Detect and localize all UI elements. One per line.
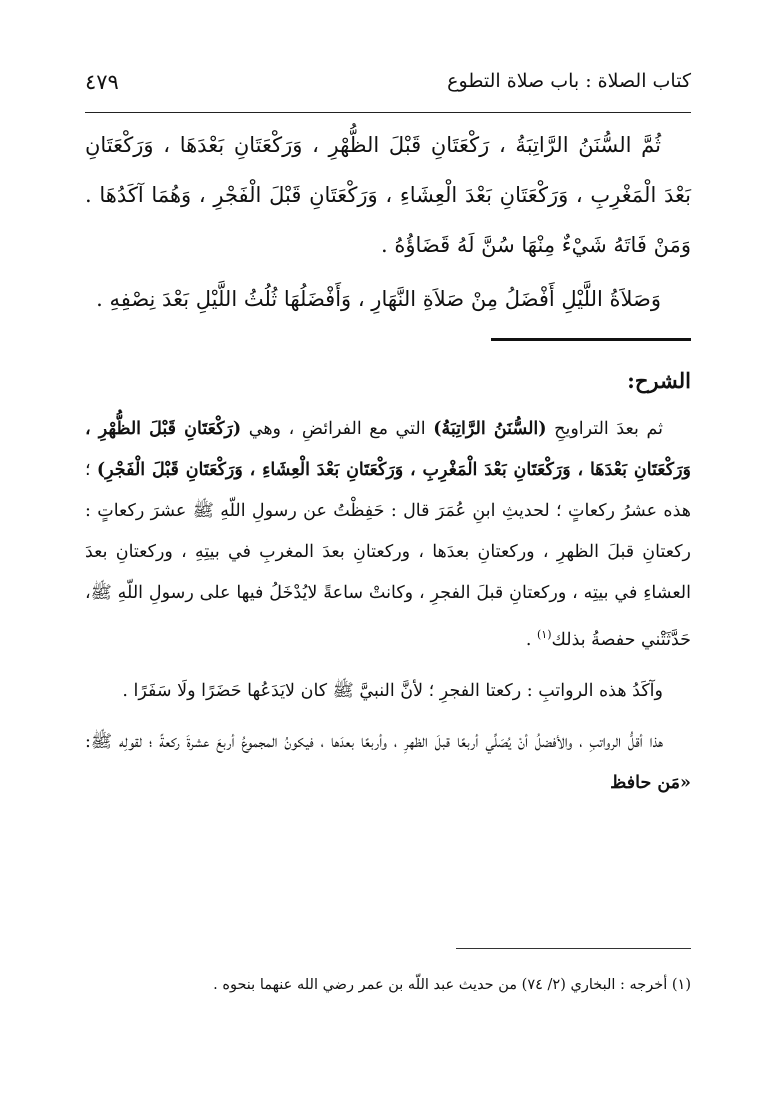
quoted-matn: (السُّنَنُ الرَّاتِبَةُ) [433,419,547,439]
sharh-paragraph [85,722,691,804]
sharh-text-run: التي مع الفرائضِ ، وهي [248,419,426,439]
section-divider [491,338,691,341]
footnote-separator [456,948,691,949]
quoted-hadith: «مَن حافظ [610,772,691,793]
sharh-paragraph [85,409,691,661]
sharh-text-run: هذا أقلُّ الرواتبِ ، والأفضلُ أنْ يُصَلِّي أربعًا قبلَ الظهرِ ، وأربعًا بعدَها ، فيكونُ المجموعُ أربعَ عشرةَ ركعةً ؛ لقولِه ﷺ: [85,731,663,752]
page-header [85,62,691,113]
page-number: ٤٧٩ [85,70,119,94]
sharh-text [85,409,691,804]
sharh-heading: الشرح: [627,368,691,393]
footnote-ref[interactable]: (١) [536,628,552,641]
sharh-paragraph: وآكَدُ هذه الرواتبِ : ركعتا الفجرِ ؛ لأنَّ النبيَّ ﷺ كان لايَدَعُها حَضَرًا ولَا سَفَرًا . [122,680,663,701]
matn-paragraph: وَصَلاَةُ اللَّيْلِ أَفْضَلُ مِنْ صَلاَةِ النَّهَارِ ، وَأَفْضَلُهَا ثُلُثُ اللَّيْلِ بَعْدَ نِصْفِهِ . [96,287,661,311]
sharh-text-run: . [525,629,532,650]
page-content [85,120,691,814]
sharh-text-run: ثم بعدَ التراويحِ [554,419,663,439]
matn-paragraph: ثُمَّ السُّنَنُ الرَّاتِبَةُ ، رَكْعَتَانِ قَبْلَ الظُّهْرِ ، وَرَكْعَتَانِ بَعْدَهَا ، وَرَكْعَتَانِ بَعْدَ الْمَغْرِبِ ، وَرَكْعَتَانِ بَعْدَ الْعِشَاءِ ، وَرَكْعَتَانِ قَبْلَ الْفَجْرِ ، وَهُمَا آكَدُهَا . وَمَنْ فَاتَهُ شَيْءٌ مِنْهَا سُنَّ لَهُ قَضَاؤُهُ . [85,133,691,257]
sharh-text-run: ؛ هذه عشرُ ركعاتٍ ؛ لحديثِ ابنِ عُمَرَ قال : حَفِظْتُ عن رسولِ اللّهِ ﷺ عشرَ ركعاتٍ : ركعتانِ قبلَ الظهرِ ، وركعتانِ بعدَها ، وركعتانِ بعدَ المغربِ في بيتِهِ ، وركعتانِ بعدَ العشاءِ في بيتِه ، وركعتانِ قبلَ الفجرِ ، وكانتْ ساعةً لايُدْخَلُ فيها على رسولِ اللّهِ ﷺ، حَدَّثَتْني حفصةُ بذلك [85,460,691,650]
matn-text [85,120,691,324]
footnote: (١) أخرجه : البخاري (٢/ ٧٤) من حديث عبد اللّه بن عمر رضي الله عنهما بنحوه . [213,977,691,993]
running-title: كتاب الصلاة : باب صلاة التطوع [447,70,691,92]
quoted-matn: (رَكْعَتَانِ قَبْلَ الظُّهْرِ ، وَرَكْعَتَانِ بَعْدَهَا ، وَرَكْعَتَانِ بَعْدَ الْمَغْرِبِ ، وَرَكْعَتَانِ بَعْدَ الْعِشَاءِ ، وَرَكْعَتَانِ قَبْلَ الْفَجْرِ) [85,419,691,480]
